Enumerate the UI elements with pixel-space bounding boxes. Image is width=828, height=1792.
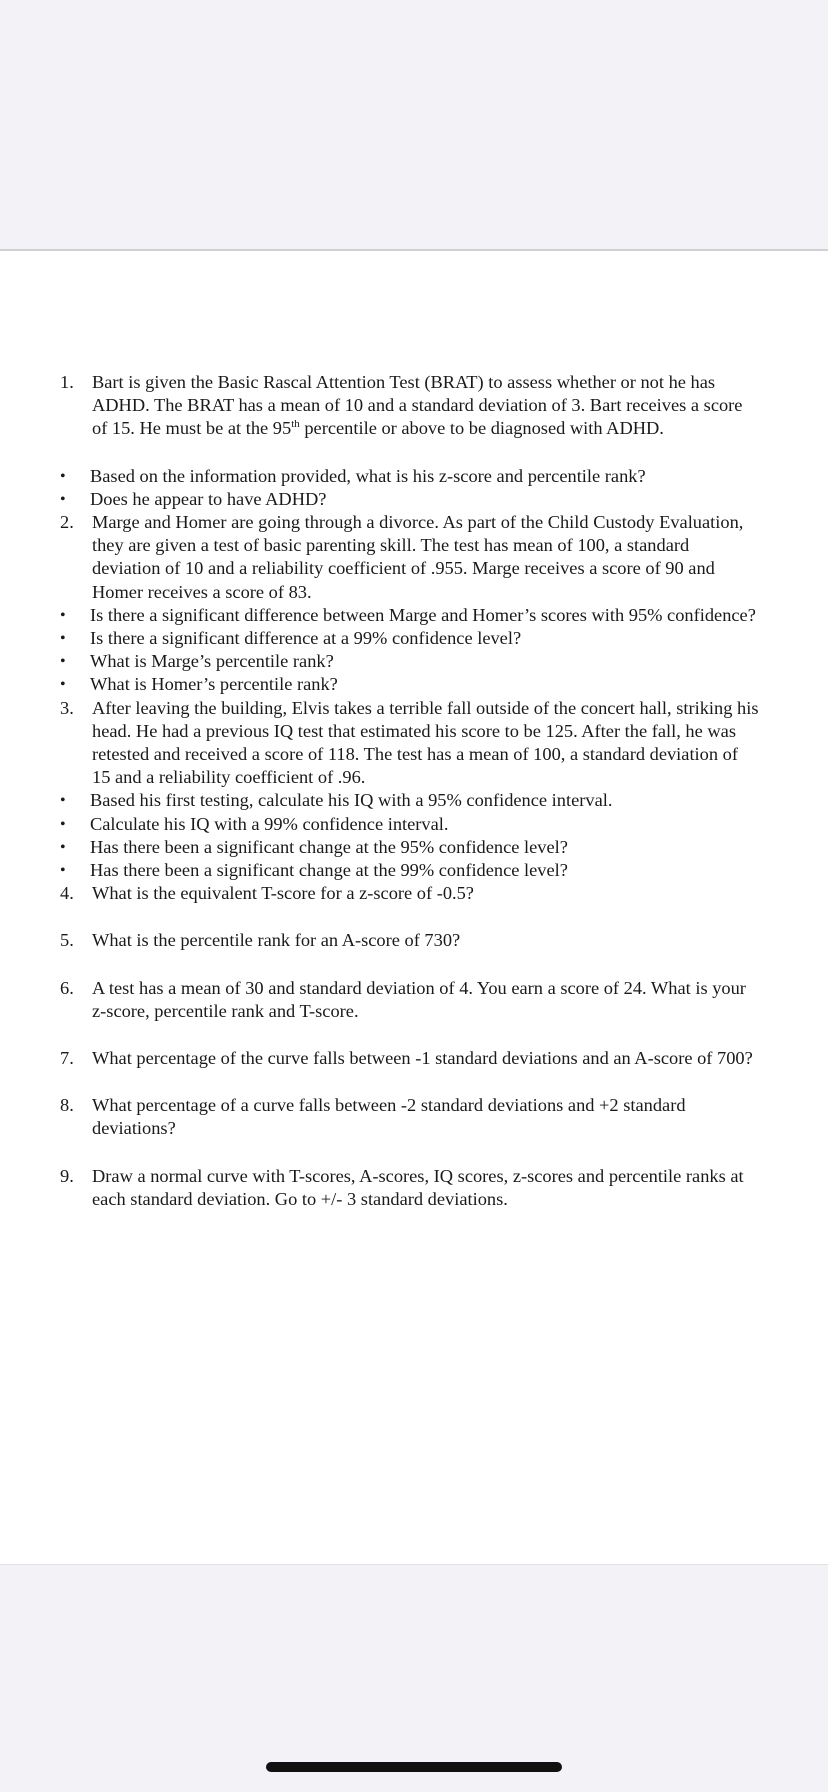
question-number: 7. bbox=[60, 1048, 74, 1069]
question-number: 5. bbox=[60, 930, 74, 951]
bullet-text: What is Marge’s percentile rank? bbox=[90, 651, 334, 672]
bullet-text: Is there a significant difference at a 99% confidence level? bbox=[90, 628, 522, 649]
superscript: th bbox=[291, 418, 300, 431]
bullet-text: Based on the information provided, what is his z-score and percentile rank? bbox=[90, 465, 646, 486]
question-number: 1. bbox=[60, 372, 74, 392]
question-3 bbox=[60, 697, 760, 790]
document-page bbox=[0, 249, 828, 1565]
question-4 bbox=[60, 882, 760, 905]
question-1-bullets bbox=[60, 465, 760, 511]
bullet-item bbox=[60, 859, 760, 882]
question-6 bbox=[60, 977, 760, 1023]
bullet-icon: • bbox=[60, 606, 66, 624]
question-3-bullets bbox=[60, 789, 760, 882]
bullet-icon: • bbox=[60, 630, 66, 648]
bullet-icon: • bbox=[60, 653, 66, 671]
bullet-text: What is Homer’s percentile rank? bbox=[90, 674, 338, 695]
question-8 bbox=[60, 1094, 760, 1140]
question-text: Draw a normal curve with T-scores, A-scores, IQ scores, z-scores and percentile ranks at each standard deviation. Go to +/- 3 standard deviations. bbox=[92, 1165, 744, 1209]
bullet-text: Has there been a significant change at the 95% confidence level? bbox=[90, 836, 568, 857]
question-text-part: percentile or above to be diagnosed with ADHD. bbox=[299, 418, 664, 439]
bullet-item bbox=[60, 604, 760, 627]
bullet-item bbox=[60, 836, 760, 859]
bullet-icon: • bbox=[60, 838, 66, 856]
bullet-text: Calculate his IQ with a 99% confidence interval. bbox=[90, 813, 449, 834]
question-2 bbox=[60, 511, 760, 604]
bullet-item bbox=[60, 673, 760, 696]
question-text: After leaving the building, Elvis takes a terrible fall outside of the concert hall, striking his head. He had a previous IQ test that estimated his score to be 125. After the fall, he was retested and received a score of 118. The test has a mean of 100, a standard deviation of 15 and a reliability coefficient of .96. bbox=[92, 697, 759, 788]
question-text bbox=[92, 371, 760, 441]
question-number: 3. bbox=[60, 697, 74, 718]
bullet-text: Is there a significant difference between Marge and Homer’s scores with 95% confidence? bbox=[90, 604, 756, 625]
bullet-icon: • bbox=[60, 490, 66, 508]
question-number: 4. bbox=[60, 883, 74, 904]
question-5 bbox=[60, 929, 760, 952]
question-7 bbox=[60, 1047, 760, 1070]
question-1 bbox=[60, 371, 760, 441]
question-text: A test has a mean of 30 and standard deviation of 4. You earn a score of 24. What is your z-score, percentile rank and T-score. bbox=[92, 977, 746, 1021]
bullet-item bbox=[60, 465, 760, 488]
question-text: Marge and Homer are going through a divorce. As part of the Child Custody Evaluation, they are given a test of basic parenting skill. The test has mean of 100, a standard deviation of 10 and a reliability coefficient of .955. Marge receives a score of 90 and Homer receives a score of 83. bbox=[92, 512, 744, 602]
bullet-item bbox=[60, 813, 760, 836]
bullet-text: Based his first testing, calculate his IQ with a 95% confidence interval. bbox=[90, 790, 613, 811]
bullet-text: Does he appear to have ADHD? bbox=[90, 488, 327, 509]
question-number: 9. bbox=[60, 1165, 74, 1186]
question-9 bbox=[60, 1165, 760, 1211]
bullet-icon: • bbox=[60, 862, 66, 880]
question-text: What is the percentile rank for an A-score of 730? bbox=[92, 930, 461, 951]
bullet-item bbox=[60, 650, 760, 673]
question-number: 2. bbox=[60, 512, 74, 533]
question-text-part: Bart is given the Basic Rascal Attention Test (BRAT) to assess whether or not he has ADHD. The BRAT has a mean of 10 and a standard deviation of 3. Bart receives a score of 15. He must be at the 95 bbox=[92, 372, 743, 439]
bullet-icon: • bbox=[60, 676, 66, 694]
bullet-item bbox=[60, 488, 760, 511]
question-number: 8. bbox=[60, 1095, 74, 1116]
question-2-bullets bbox=[60, 604, 760, 697]
bullet-icon: • bbox=[60, 792, 66, 810]
home-indicator[interactable] bbox=[266, 1762, 562, 1772]
bullet-item bbox=[60, 627, 760, 650]
bullet-icon: • bbox=[60, 467, 66, 485]
question-text: What percentage of the curve falls between -1 standard deviations and an A-score of 700? bbox=[92, 1048, 753, 1069]
bullet-item bbox=[60, 789, 760, 812]
question-text: What is the equivalent T-score for a z-score of -0.5? bbox=[92, 883, 474, 904]
question-number: 6. bbox=[60, 977, 74, 998]
bullet-icon: • bbox=[60, 815, 66, 833]
question-list bbox=[60, 371, 760, 1211]
question-text: What percentage of a curve falls between -2 standard deviations and +2 standard deviations? bbox=[92, 1095, 686, 1139]
bullet-text: Has there been a significant change at the 99% confidence level? bbox=[90, 860, 568, 881]
